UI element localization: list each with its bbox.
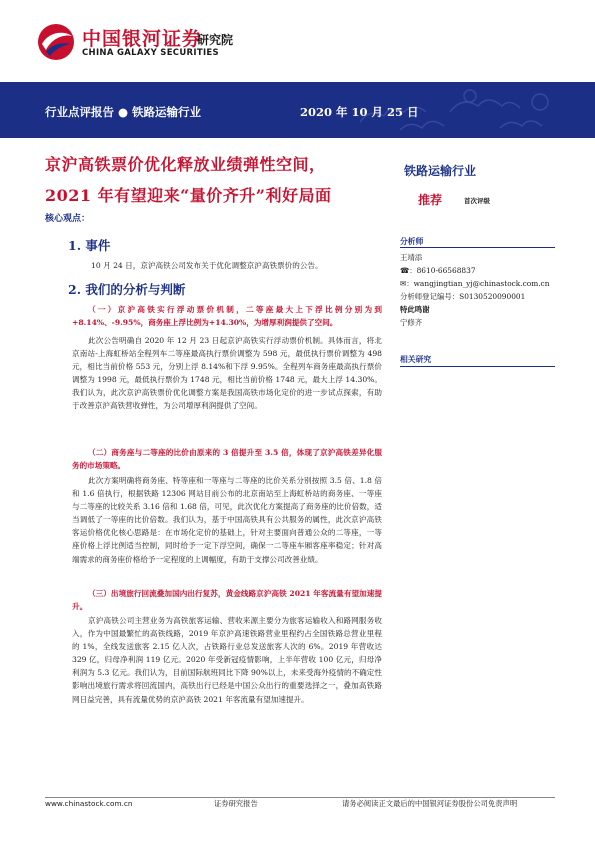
analyst-phone: ☎：8610-66568837 [400,266,476,275]
section-heading-event: 1. 事件 [68,238,111,253]
core-view-label: 核心观点： [45,214,91,224]
report-title-line1: 京沪高铁票价优化释放业绩弹性空间， [45,155,326,174]
rating-note: 首次评级 [464,197,490,205]
report-type: 行业点评报告 ● 铁路运输行业 [45,105,202,119]
analyst-divider [400,247,555,248]
footer-divider [45,797,555,798]
rating-value: 推荐 [418,193,443,207]
logo-text-en: CHINA GALAXY SECURITIES [82,48,219,58]
footer-url[interactable]: www.chinastock.com.cn [45,799,133,808]
report-date: 2020 年 10 月 25 日 [300,105,419,119]
related-divider [400,366,555,367]
footer-label: 证券研究报告 [214,799,258,808]
industry-name: 铁路运输行业 [404,164,477,178]
related-research-label: 相关研究 [400,355,432,364]
analysis-sub3-body: 京沪高铁公司主营业务为高铁旅客运输、营收来源主要分为旅客运输收入和路网服务收入，作为中国最繁忙的高铁线路，2019 年京沪高速铁路营业里程约占全国铁路总营业里程的 1%，全线发送旅客 2.15 亿人次，占铁路行业总发送旅客人次的 6%。2019 年营收达 329 亿，归母净利润 119 亿元。2020 年受新冠疫情影响，上半年营收 100 亿元，归母净利润为 5.3 亿元。我们认为，目前国际航班同比下降 90%以上，未来受海外疫情的不确定性影响出境旅行需求将回流国内，高铁出行已经是中国公众出行的重要选择之一，叠加高铁路网日益完善，具有流量优势的京沪高铁 2021 年客流量有望加速提升。 [72,616,382,704]
acknowledgement-label: 特此鸣谢 [400,305,430,314]
footer-disclaimer: 请务必阅读正文最后的中国银河证券股份公司免责声明 [342,799,518,808]
analysis-sub1-heading: （一）京沪高铁实行浮动票价机制，二等座最大上下浮比例分别为到+8.14%、-9.95%，商务座上浮比例为+14.30%，为增厚利润提供了空间。 [72,305,382,328]
report-title-line2: 2021 年有望迎来“量价齐升”利好局面 [45,186,332,205]
institute-label: 研究院 [197,33,234,47]
analyst-cert: 分析师登记编号：S0130520090001 [400,292,526,301]
assistant-name: 宁修齐 [400,318,423,327]
section-heading-analysis: 2. 我们的分析与判断 [68,282,186,297]
logo-icon [36,22,76,62]
analysis-sub3-heading: （三）出境旅行回流叠加国内出行复苏，黄金线路京沪高铁 2021 年客流量有望加速提升。 [72,589,382,612]
analyst-email[interactable]: ✉：wangjingtian_yj@chinastock.com.cn [400,279,550,288]
event-paragraph: 10 月 24 日，京沪高铁公司发布关于优化调整京沪高铁票价的公告。 [91,261,323,270]
logo-text-cn: 中国银河证券 [82,28,203,50]
analyst-name: 王靖添 [400,253,423,262]
analyst-label: 分析师 [400,237,424,246]
analysis-sub1-body: 此次公告明确自 2020 年 12 月 23 日起京沪高铁实行浮动票价机制。具体而言，将北京南站-上海虹桥站全程列车二等座最高执行票价调整为 598 元，最低执行票价调整为 498 元，相比当前价格 553 元，分别上浮 8.14%和下浮 9.95%。全程列车商务座最高执行票价调整为 1998 元，最低执行票价为 1748 元，相比当前价格 1748 元，最大上浮 14.30%。我们认为，此次京沪高铁票价优化调整方案是我国高铁市场化定价的进一步试点探索，有助于改善京沪高铁营收弹性，为公司增厚利润提供了空间。 [72,336,382,411]
analysis-sub2-heading: （二）商务座与二等座的比价由原来的 3 倍提升至 3.5 倍，体现了京沪高铁差异化服务的市场策略。 [72,448,382,471]
analysis-sub2-body: 此次方案明确将商务座、特等座和一等座与二等座的比价关系分别按照 3.5 倍、1.8 倍和 1.6 倍执行，根据铁路 12306 网站目前公布的北京南站至上海虹桥站的商务座、一等座与二等座的比较关系 3.16 倍和 1.68 倍，可见，此次优化方案提高了商务座的比价倍数，适当调低了一等座的比价倍数。我们认为，基于中国高铁具有公共服务的属性，此次京沪高铁客运价格优化核心思路是：在市场化定价的基础上，针对主要面向普通公众的二等座，一等座价格上浮比例适当控制，同时给予一定下浮空间，确保一二等座车厢客座率稳定；针对高端需求的商务座价格给予一定程度的上调幅度，有助于支撑公司改善业绩。 [72,476,382,564]
